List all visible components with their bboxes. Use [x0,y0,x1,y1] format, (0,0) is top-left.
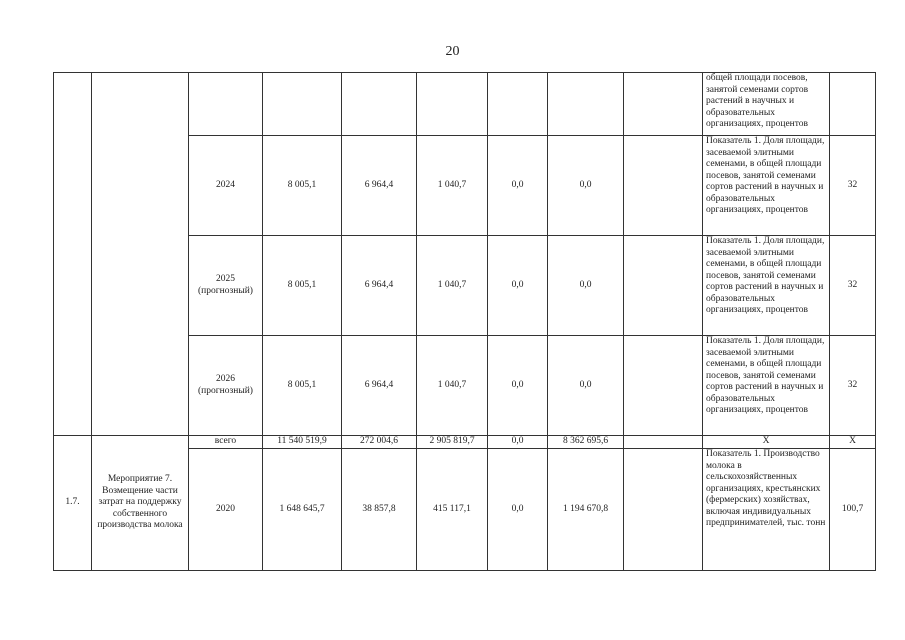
indicator-value-cell: 32 [830,136,876,236]
federal-cell: 6 964,4 [342,236,417,336]
other-cell: 0,0 [548,136,624,236]
indicator-cell: Показатель 1. Производство молока в сельскохозяйственных организациях, крестьянских (фермерских) хозяйствах, включая индивидуальных предпринимателей, тыс. тонн [703,449,830,571]
other-cell: 0,0 [548,336,624,436]
federal-cell: 38 857,8 [342,449,417,571]
indicator-value-cell: 32 [830,336,876,436]
federal-cell: 6 964,4 [342,136,417,236]
number-cell [54,73,92,436]
municipal-cell: 0,0 [488,236,548,336]
municipal-cell: 0,0 [488,436,548,449]
regional-cell: 1 040,7 [417,136,488,236]
indicator-value-cell: 100,7 [830,449,876,571]
regional-cell: 1 040,7 [417,336,488,436]
indicator-cell: общей площади посевов, занятой семенами сортов растений в научных и образовательных организациях, процентов [703,73,830,136]
total-cell: 8 005,1 [263,336,342,436]
year-cell: 2024 [189,136,263,236]
measure-name-cell: Мероприятие 7. Возмещение части затрат на поддержку собственного производства молока [92,436,189,571]
regional-cell: 415 117,1 [417,449,488,571]
indicator-value-cell: Х [830,436,876,449]
total-cell: 1 648 645,7 [263,449,342,571]
indicator-cell: Показатель 1. Доля площади, засеваемой элитными семенами, в общей площади посевов, занятой семенами сортов растений в научных и образовательных организациях, процентов [703,236,830,336]
other-cell: 8 362 695,6 [548,436,624,449]
indicator-cell: Показатель 1. Доля площади, засеваемой элитными семенами, в общей площади посевов, занятой семенами сортов растений в научных и образовательных организациях, процентов [703,136,830,236]
year-cell: 2020 [189,449,263,571]
regional-cell: 1 040,7 [417,236,488,336]
table-row [54,73,876,136]
total-cell: 11 540 519,9 [263,436,342,449]
measure-name-cell [92,73,189,436]
total-cell: 8 005,1 [263,136,342,236]
total-label-cell: всего [189,436,263,449]
indicator-value-cell: 32 [830,236,876,336]
regional-cell: 2 905 819,7 [417,436,488,449]
program-table [53,72,876,571]
table-row [54,436,876,449]
year-cell: 2025 (прогнозный) [189,236,263,336]
other-cell: 1 194 670,8 [548,449,624,571]
municipal-cell: 0,0 [488,136,548,236]
indicator-cell: Показатель 1. Доля площади, засеваемой элитными семенами, в общей площади посевов, занятой семенами сортов растений в научных и образовательных организациях, процентов [703,336,830,436]
federal-cell: 272 004,6 [342,436,417,449]
total-cell: 8 005,1 [263,236,342,336]
other-cell: 0,0 [548,236,624,336]
municipal-cell: 0,0 [488,449,548,571]
indicator-cell: Х [703,436,830,449]
year-cell: 2026 (прогнозный) [189,336,263,436]
federal-cell: 6 964,4 [342,336,417,436]
page-number: 20 [445,44,460,59]
municipal-cell: 0,0 [488,336,548,436]
measure-number-cell: 1.7. [54,436,92,571]
